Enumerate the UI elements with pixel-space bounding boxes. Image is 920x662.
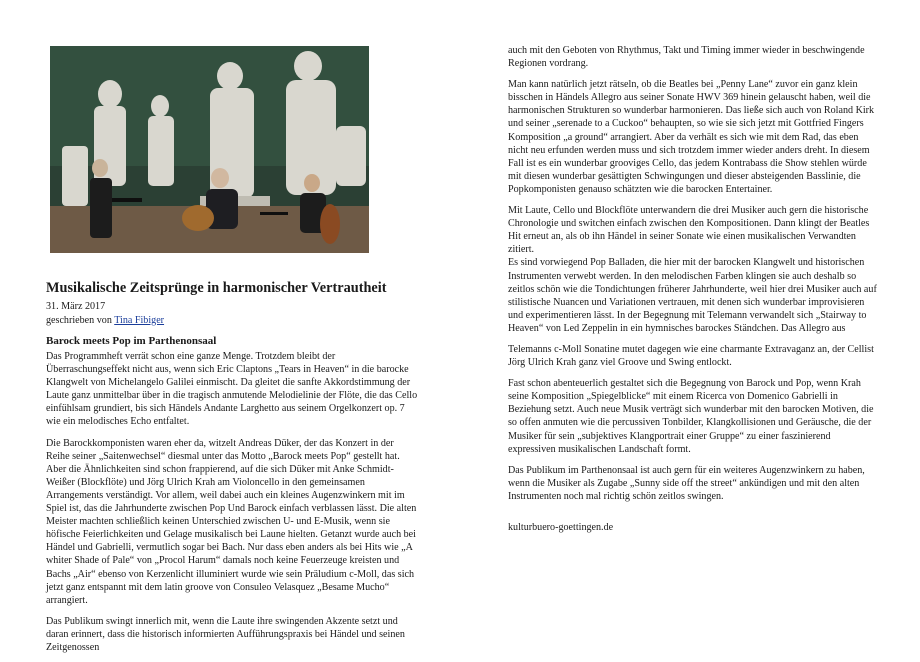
paragraph: Telemanns c-Moll Sonatine mutet dagegen wie eine charmante Extravaganz an, der Cellist Jörg Ulrich Krah ganz viel Groove und Swing entlockt. bbox=[508, 343, 874, 369]
source-text: kulturbuero-goettingen.de bbox=[508, 522, 614, 533]
left-column-body bbox=[46, 350, 418, 662]
article-byline bbox=[46, 314, 164, 328]
article-date: 31. März 2017 bbox=[46, 301, 106, 312]
right-column-body bbox=[508, 44, 880, 542]
article-title: Musikalische Zeitsprünge in harmonischer Vertrautheit bbox=[46, 280, 387, 296]
article-meta bbox=[46, 300, 164, 327]
paragraph: Die Barockkomponisten waren eher da, witzelt Andreas Düker, der das Konzert in der Reihe seiner „Saitenwechsel“ diesmal unter das Motto „Barock meets Pop“ gestellt hat. Aber die Ähnlichkeiten sind schon frappierend, auf die sich Düker mit Anke Schmidt-Weißer (Blockflöte) und Jörg Ulrich Krah am Violoncello in den gemeinsamen Arrangements verständigt. Vor allem, weil dabei auch ein kleines Augenzwinkern mit im Spiel ist, das die Jahrhunderte zwischen Pop Und Barock einfach verblassen lässt. Die alten Meister machten schließlich keinen Unterschied zwischen U- und E-Musik, wenn sie höfische Feierlichkeiten und Gelage musikalisch bei Laune hielten. Getanzt wurde auch bei Händel und Gabrielli, vermutlich sogar bei Bach. Nur dass eben anders als bei Hits wie „A whiter Shade of Pale“ von „Procol Harum“ damals noch keine Feuerzeuge kreisten und Bachs „Air“ ebenso von Kerzenlicht illuminiert wurde wie sein Präludium c-Moll, das sich jetzt ganz entspannt mit dem latin groove von Consuleo Velasquez „Besame Mucho“ arrangiert. bbox=[46, 437, 417, 606]
paragraph: Mit Laute, Cello und Blockflöte unterwandern die drei Musiker auch gern die historische Chronologie und switchen einfach zwischen den Kompositionen. Dann klingt der Beatles Hit erneut an, als ob ihn Händel in seiner Sonate wie einen musikalischen Verwandten zitiert. Es sind vorwiegend Pop Balladen, die hier mit der barocken Klangwelt und historischen Instrumenten verwebt werden. In den melodischen Farben klingen sie auch deshalb so zeitlos schön wie die Tondichtungen früherer Jahrhunderte, weil hier drei Musiker auch auf stilistische Nuancen und Variationen vertrauen, mit denen sich wunderbar improvisieren und experimentieren lässt. In der Begegnung mit Telemann verwandelt sich „Stairway to Heaven“ von Led Zeppelin in ein hymnisches barockes Ständchen. Das Allegro aus bbox=[508, 205, 877, 334]
photo-illustration bbox=[50, 46, 369, 253]
byline-prefix: geschrieben von bbox=[46, 314, 112, 326]
paragraph: Man kann natürlich jetzt rätseln, ob die Beatles bei „Penny Lane“ zuvor ein ganz klein bisschen in Händels Allegro aus seiner Sonate HWV 369 hinein gelauscht haben, weil die harmonischen Strukturen so wunderbar harmonieren. Das ließe sich auch von Roland Kirk und seiner „serenade to a Cuckoo“ behaupten, so wie sie sich jetzt mit Gottfried Fingers Komposition „a ground“ arrangiert. Aber da verhält es sich wie mit dem Rad, das eben nicht neu erfunden werden muss und sich trotzdem immer wieder anders dreht. In diesem Fall ist es ein wunderbar grooviges Cello, das jedem Kontrabass die Show stehlen würde mit diesen wunderbar gesättigten Schwingungen und dieser absteigenden Basslinie, die Popkomponisten genauso schätzten wie die barocken Entertainer. bbox=[508, 79, 875, 195]
article-subheading: Barock meets Pop im Parthenonsaal bbox=[46, 335, 217, 347]
paragraph: Das Publikum swingt innerlich mit, wenn die Laute ihre swingenden Akzente setzt und daran erinnert, dass die historisch informierten Aufführungspraxis bei Händel und seinen Zeitgenossen bbox=[46, 615, 405, 653]
paragraph: Das Publikum im Parthenonsaal ist auch gern für ein weiteres Augenzwinkern zu haben, wenn die Musiker als Zugabe „Sunny side off the street“ ankündigen und mit den alten Instrumenten noch mal richtig schön zeitlos swingen. bbox=[508, 464, 865, 502]
paragraph: Fast schon abenteuerlich gestaltet sich die Begegnung von Barock und Pop, wenn Krah seine Komposition „Spiegelblicke“ mit einem Ricerca von Domenico Gabrielli in Beziehung setzt. Auch neue Musik verträgt sich wunderbar mit den barocken Motiven, die so offen anmuten wie die percussiven Tonbilder, Klangkollisionen und Geräusche, die der Musiker für sein „subjektives Klangportrait einer Gruppe“ zu einer faszinierend expressiven musikalischen Landschaft formt. bbox=[508, 378, 874, 455]
author-link[interactable]: Tina Fibiger bbox=[114, 314, 165, 326]
concert-photo bbox=[50, 46, 369, 253]
paragraph: auch mit den Geboten von Rhythmus, Takt und Timing immer wieder in beschwingende Regionen vordrang. bbox=[508, 45, 865, 70]
paragraph: Das Programmheft verrät schon eine ganze Menge. Trotzdem bleibt der Überraschungseffekt nicht aus, wenn sich Eric Claptons „Tears in Heaven“ in die barocke Klangwelt von Michelangelo Galilei einmischt. Da gleitet die sanfte Akkordstimmung der Laute ganz unmittelbar über in die tragisch anmutende Melodielinie der Flöte, die das Cello einfühlsam grundiert, bis sich Händels Andante Larghetto aus seinem Orgelkonzert op. 7 wie ein melodisches Echo entfaltet. bbox=[46, 351, 418, 428]
